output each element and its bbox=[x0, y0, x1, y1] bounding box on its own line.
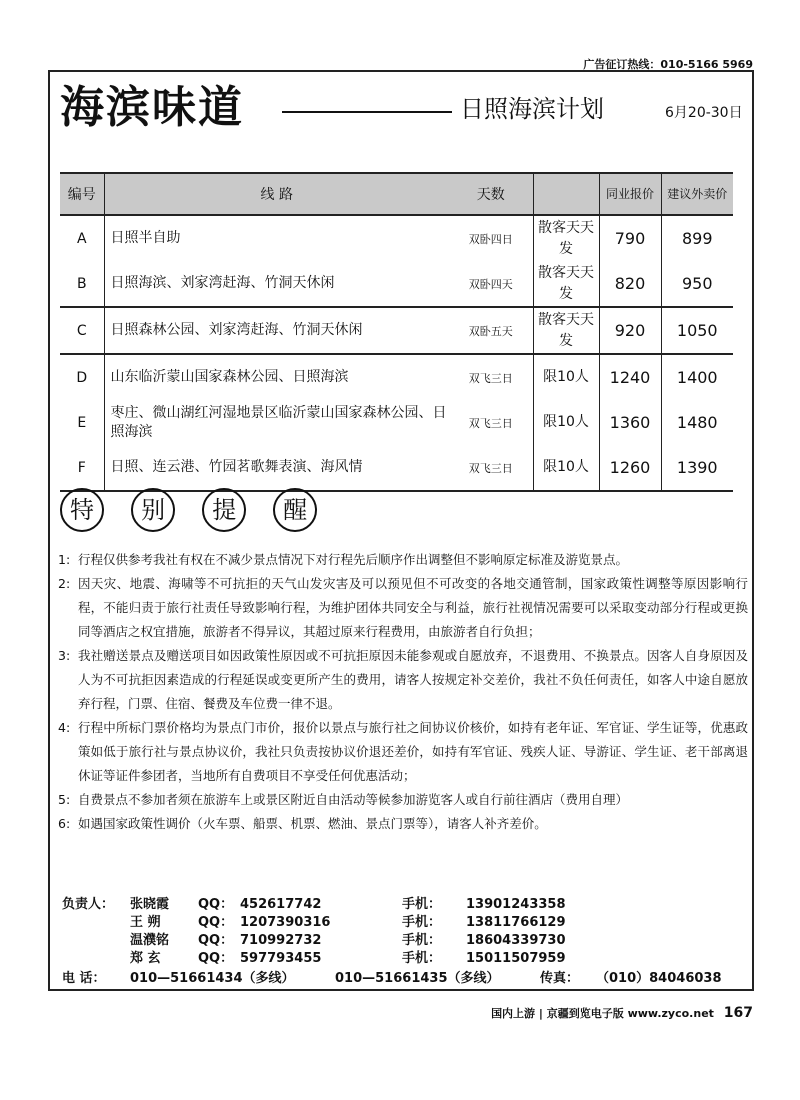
special-notice-heading bbox=[60, 488, 339, 534]
row-retail-price: 950 bbox=[661, 261, 733, 307]
notice-char: 特 bbox=[60, 488, 104, 532]
title-date: 6月20-30日 bbox=[665, 105, 743, 121]
notice-char: 别 bbox=[131, 488, 175, 532]
contact-mobile: 13901243358 bbox=[466, 897, 566, 912]
row-mode: 限10人 bbox=[533, 445, 599, 491]
note-number: 6: bbox=[58, 816, 71, 831]
row-days: 双卧四日 bbox=[468, 232, 513, 246]
phone-row bbox=[62, 970, 742, 988]
header-days: 天数 bbox=[449, 173, 533, 215]
row-peer-price: 920 bbox=[599, 307, 661, 354]
row-mode: 限10人 bbox=[533, 400, 599, 445]
contact-name: 温濮铭 bbox=[130, 933, 170, 948]
row-id: B bbox=[76, 275, 87, 292]
contact-mobile: 18604339730 bbox=[466, 933, 566, 948]
qq-label: QQ： bbox=[198, 933, 234, 948]
note-text: 我社赠送景点及赠送项目如因政策性原因或不可抗拒原因未能参观或自愿放弃，不退费用、不换景点。因客人自身原因及人为不可抗拒因素造成的行程延误或变更所产生的费用，请客人按规定补交差价，我社不负任何责任，如客人中途自愿放弃行程，门票、住宿、餐费及车位费一律不退。 bbox=[78, 648, 748, 711]
page-number: 167 bbox=[723, 1005, 753, 1021]
table-header-row bbox=[60, 173, 733, 215]
row-retail-price: 1400 bbox=[661, 354, 733, 400]
row-route: 日照海滨、刘家湾赶海、竹洞天休闲 bbox=[104, 261, 449, 307]
contact-name: 王 朔 bbox=[130, 915, 161, 930]
row-peer-price: 1260 bbox=[599, 445, 661, 491]
notice-char: 提 bbox=[202, 488, 246, 532]
note-number: 5: bbox=[58, 792, 71, 807]
table-row bbox=[60, 307, 733, 354]
row-days: 双飞三日 bbox=[449, 445, 533, 491]
row-route: 山东临沂蒙山国家森林公园、日照海滨 bbox=[104, 354, 449, 400]
note-number: 3: bbox=[58, 648, 71, 663]
row-peer-price: 790 bbox=[599, 215, 661, 261]
phone-number-2: 010—51661435（多线） bbox=[335, 971, 500, 986]
row-route: 日照半自助 bbox=[104, 215, 449, 261]
row-mode: 限10人 bbox=[533, 354, 599, 400]
page-title bbox=[60, 80, 750, 138]
row-peer-price: 1360 bbox=[599, 400, 661, 445]
qq-label: QQ： bbox=[198, 915, 234, 930]
row-days: 双飞三日 bbox=[468, 416, 513, 430]
fax-number: （010）84046038 bbox=[596, 971, 722, 986]
table-row bbox=[60, 261, 733, 307]
list-item bbox=[58, 812, 748, 836]
notice-char: 醒 bbox=[273, 488, 317, 532]
contact-row bbox=[62, 950, 742, 968]
contact-qq: 1207390316 bbox=[240, 915, 331, 930]
title-sub: 日照海滨计划 bbox=[460, 95, 604, 123]
contacts-block bbox=[62, 896, 742, 988]
row-retail-price: 899 bbox=[661, 215, 733, 261]
note-number: 1: bbox=[58, 552, 71, 567]
phone-label: 电 话： bbox=[62, 971, 106, 986]
mobile-label: 手机： bbox=[402, 951, 442, 966]
header-peer-price: 同业报价 bbox=[599, 173, 661, 215]
table-row bbox=[60, 354, 733, 400]
note-text: 因天灾、地震、海啸等不可抗拒的天气山发灾害及可以预见但不可改变的各地交通管制，国家政策性调整等原因影响行程，不能归责于旅行社责任导致影响行程，为维护团体共同安全与利益，旅行社视情况需要可以采取变动部分行程或更换同等酒店之权宜措施，旅游者不得异议，其超过原来行程费用，由旅游者自行负担； bbox=[78, 576, 748, 639]
note-text: 如遇国家政策性调价（火车票、船票、机票、燃油、景点门票等），请客人补齐差价。 bbox=[78, 816, 547, 831]
route-table bbox=[60, 172, 733, 492]
title-main: 海滨味道 bbox=[60, 82, 244, 133]
header-retail-price: 建议外卖价 bbox=[661, 173, 733, 215]
fax-label: 传真： bbox=[540, 971, 580, 986]
list-item bbox=[58, 788, 748, 812]
row-mode: 散客天天发 bbox=[533, 307, 599, 354]
page-footer bbox=[0, 1005, 753, 1021]
contact-row bbox=[62, 914, 742, 932]
qq-label: QQ： bbox=[198, 951, 234, 966]
row-retail-price: 1050 bbox=[661, 307, 733, 354]
list-item bbox=[58, 572, 748, 644]
list-item bbox=[58, 644, 748, 716]
row-id: C bbox=[60, 307, 104, 354]
contact-role-label: 负责人： bbox=[62, 897, 115, 912]
qq-label: QQ： bbox=[198, 897, 234, 912]
row-id: D bbox=[60, 354, 104, 400]
contact-mobile: 13811766129 bbox=[466, 915, 566, 930]
contact-qq: 452617742 bbox=[240, 897, 322, 912]
note-text: 行程中所标门票价格均为景点门市价，报价以景点与旅行社之间协议价核价，如持有老年证、军官证、学生证等，优惠政策如低于旅行社与景点协议价，我社只负责按协议价退还差价，如持有军官证、残疾人证、导游证、学生证、老干部离退休证等证件参团者，当地所有自费项目不享受任何优惠活动； bbox=[78, 720, 748, 783]
mobile-label: 手机： bbox=[402, 897, 442, 912]
mobile-label: 手机： bbox=[402, 915, 442, 930]
title-dash bbox=[282, 111, 452, 113]
row-peer-price: 1240 bbox=[599, 354, 661, 400]
phone-number-1: 010—51661434（多线） bbox=[130, 971, 295, 986]
notes-list bbox=[58, 548, 748, 836]
contact-row bbox=[62, 932, 742, 950]
note-number: 4: bbox=[58, 720, 71, 735]
row-mode: 散客天天发 bbox=[533, 261, 599, 307]
row-route: 日照森林公园、刘家湾赶海、竹洞天休闲 bbox=[104, 307, 449, 354]
contact-name: 郑 玄 bbox=[130, 951, 161, 966]
list-item bbox=[58, 548, 748, 572]
ad-hotline: 广告征订热线：010-5166 5969 bbox=[583, 58, 753, 71]
list-item bbox=[58, 716, 748, 788]
footer-text: 国内上游 | 京疆到览电子版 www.zyco.net bbox=[491, 1007, 714, 1020]
table-row bbox=[60, 445, 733, 491]
row-mode: 散客天天发 bbox=[533, 215, 599, 261]
note-text: 行程仅供参考我社有权在不减少景点情况下对行程先后顺序作出调整但不影响原定标准及游览景点。 bbox=[78, 552, 629, 567]
row-retail-price: 1390 bbox=[661, 445, 733, 491]
header-route: 线 路 bbox=[104, 173, 449, 215]
row-peer-price: 820 bbox=[599, 261, 661, 307]
table-row bbox=[60, 215, 733, 261]
row-retail-price: 1480 bbox=[661, 400, 733, 445]
contact-name: 张晓霞 bbox=[130, 897, 170, 912]
row-days: 双卧五天 bbox=[449, 307, 533, 354]
row-id: F bbox=[60, 445, 104, 491]
table-row bbox=[60, 400, 733, 445]
row-id: A bbox=[76, 230, 87, 247]
note-text: 自费景点不参加者须在旅游车上或景区附近自由活动等候参加游览客人或自行前往酒店（费用自理） bbox=[78, 792, 629, 807]
row-route: 枣庄、微山湖红河湿地景区临沂蒙山国家森林公园、日照海滨 bbox=[104, 400, 449, 445]
mobile-label: 手机： bbox=[402, 933, 442, 948]
row-days: 双卧四天 bbox=[468, 277, 513, 291]
contact-qq: 597793455 bbox=[240, 951, 322, 966]
note-number: 2: bbox=[58, 576, 71, 591]
contact-row bbox=[62, 896, 742, 914]
contact-qq: 710992732 bbox=[240, 933, 322, 948]
row-days: 双飞三日 bbox=[449, 354, 533, 400]
row-id: E bbox=[77, 414, 87, 431]
contact-mobile: 15011507959 bbox=[466, 951, 566, 966]
row-route: 日照、连云港、竹园茗歌舞表演、海风情 bbox=[104, 445, 449, 491]
header-mode bbox=[533, 173, 599, 215]
header-id: 编号 bbox=[60, 173, 104, 215]
